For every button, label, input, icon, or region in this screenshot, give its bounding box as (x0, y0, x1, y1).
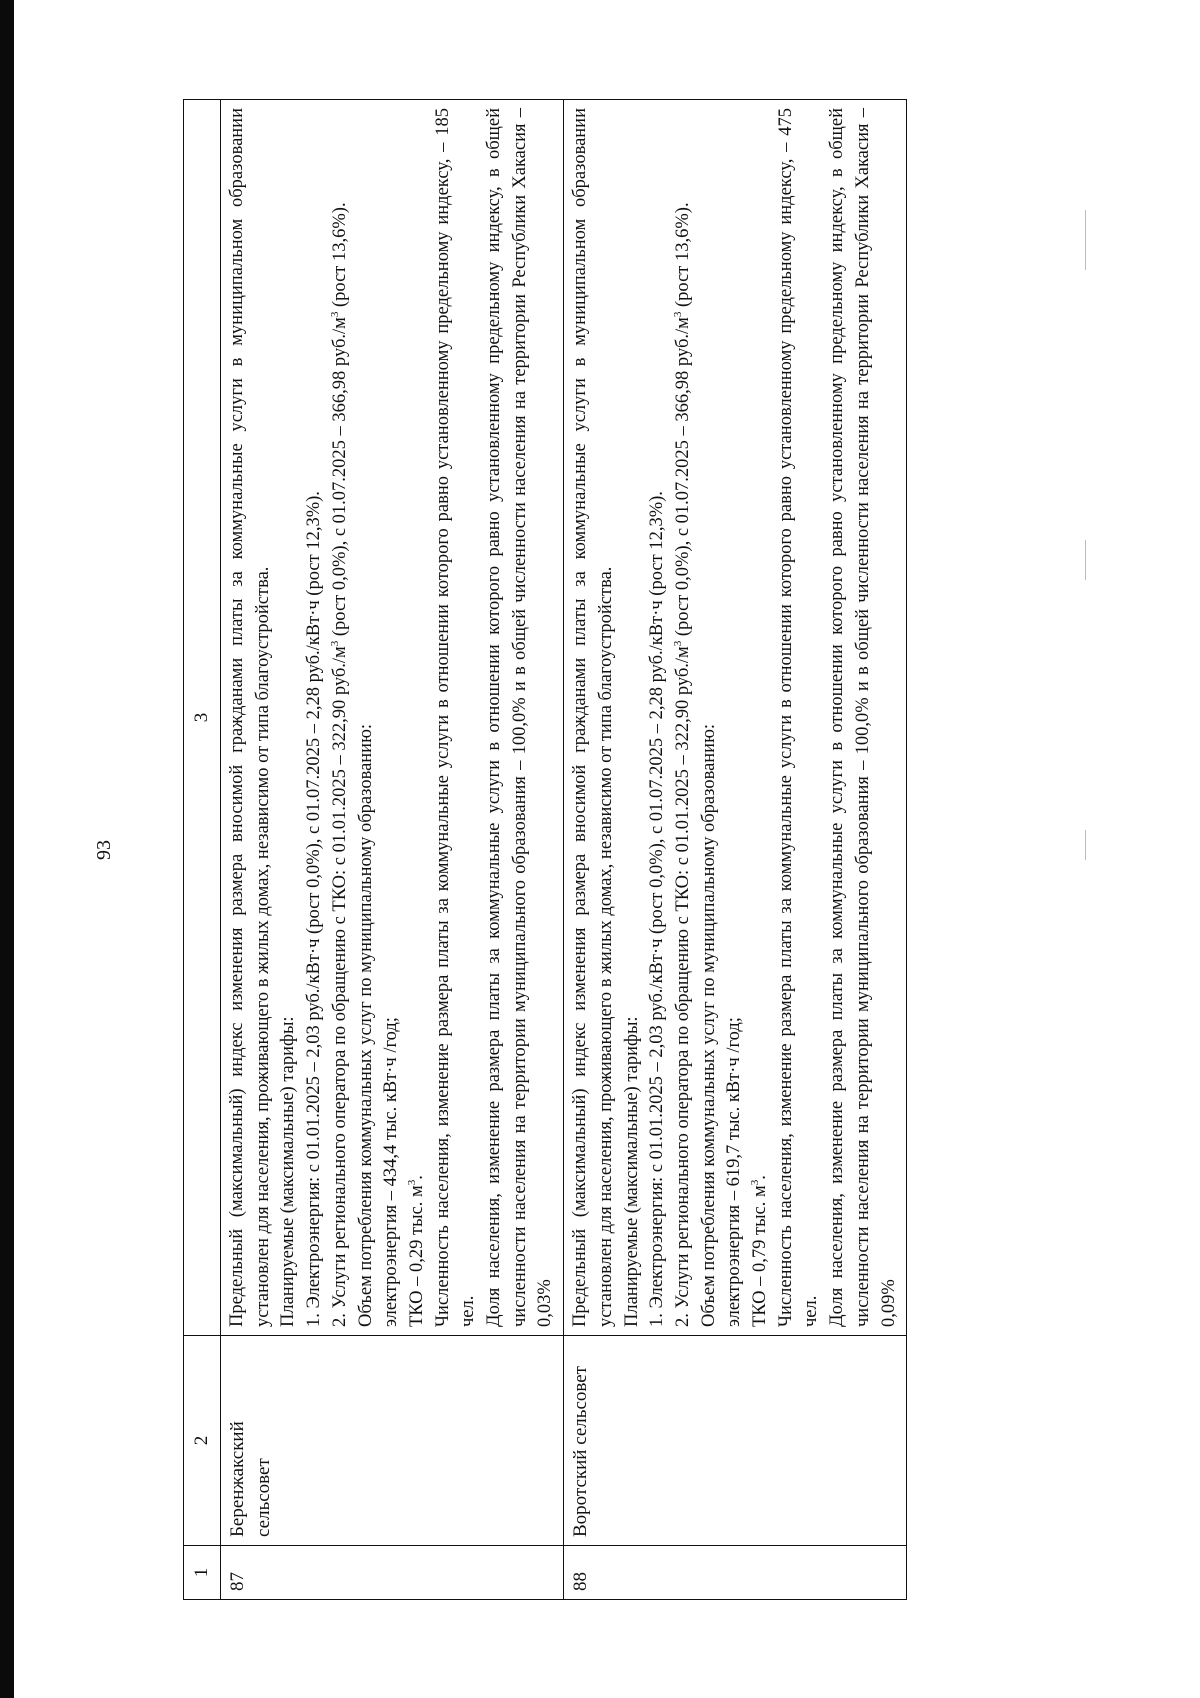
header-col-3: 3 (184, 100, 221, 1336)
volume-tko: ТКО – 0,79 тыс. $м^3$. (748, 1175, 771, 1327)
tariff-electricity: 1. Электроэнергия: с 01.01.2025 – 2,03 руб./кВт·ч (рост 0,0%), с 01.07.2025 – 2,28 руб./кВт·ч (рост 12,3%). (647, 491, 668, 1327)
population-text: Численность населения, изменение размера платы за коммунальные услуги в отношении которого равно установленному предельному индексу, – 185 чел. (432, 108, 479, 1327)
table-header-row (184, 100, 221, 1600)
row-details (221, 100, 564, 1336)
header-col-1: 1 (184, 1546, 221, 1600)
row-details (564, 100, 907, 1336)
share-text: Доля населения, изменение размера платы за коммунальные услуги в отношении которого равно установленному предельному индексу, в общей численности населения на территории муниципального образования – 100,0% и в общей численности населения на территории Республики Хакасия – 0,03% (484, 108, 556, 1327)
municipality-name: Беренжакский сельсовет (221, 1336, 564, 1546)
volume-tko: ТКО – 0,29 тыс. $м^3$. (405, 1175, 427, 1327)
volume-title: Объем потребления коммунальных услуг по муниципальному образованию: (355, 723, 376, 1327)
tariff-tko: 2. Услуги регионального оператора по обращению с ТКО: с 01.01.2025 – 322,90 $руб./м^3$ (рост 0,0%), с 01.07.2025 – 366,98 $руб./м^3$ (рост 13,6%). (328, 202, 350, 1327)
table-row (221, 100, 564, 1600)
scan-artifact (1085, 210, 1086, 270)
scan-artifact (1085, 830, 1086, 860)
tariff-tko: 2. Услуги регионального оператора по обращению с ТКО: с 01.01.2025 – 322,90 $руб./м^3$ (рост 0,0%), с 01.07.2025 – 366,98 $руб./м^3$ (рост 13,6%). (671, 202, 693, 1327)
table-row (564, 100, 907, 1600)
header-col-2: 2 (184, 1336, 221, 1546)
rotated-page-content (93, 100, 1076, 1600)
volume-title: Объем потребления коммунальных услуг по муниципальному образованию: (698, 723, 719, 1327)
share-text: Доля населения, изменение размера платы за коммунальные услуги в отношении которого равно установленному предельному индексу, в общей численности населения на территории муниципального образования – 100,0% и в общей численности населения на территории Республики Хакасия – 0,09% (827, 108, 899, 1327)
tariff-electricity: 1. Электроэнергия: с 01.01.2025 – 2,03 руб./кВт·ч (рост 0,0%), с 01.07.2025 – 2,28 руб./кВт·ч (рост 12,3%). (304, 491, 325, 1327)
tariff-table (183, 99, 907, 1600)
intro-text: Предельный (максимальный) индекс изменения размера вносимой гражданами платы за коммунальные услуги в муниципальном образовании установлен для населения, проживающего в жилых домах, независимо от типа благоустройства. (227, 108, 273, 1327)
scan-artifact (1085, 540, 1086, 580)
municipality-name: Воротский сельсовет (564, 1336, 907, 1546)
scanner-edge (0, 0, 14, 1698)
row-number: 88 (564, 1546, 907, 1600)
volume-electricity: электроэнергия – 619,7 тыс. кВт·ч /год; (724, 1017, 745, 1327)
intro-text: Предельный (максимальный) индекс изменения размера вносимой гражданами платы за коммунальные услуги в муниципальном образовании установлен для населения, проживающего в жилых домах, независимо от типа благоустройства. (570, 108, 616, 1327)
tariffs-title: Планируемые (максимальные) тарифы: (278, 1016, 299, 1327)
volume-electricity: электроэнергия – 434,4 тыс. кВт·ч /год; (381, 1017, 402, 1327)
row-number: 87 (221, 1546, 564, 1600)
population-text: Численность населения, изменение размера платы за коммунальные услуги в отношении которого равно установленному предельному индексу, – 475 чел. (775, 108, 822, 1327)
tariffs-title: Планируемые (максимальные) тарифы: (621, 1016, 642, 1327)
page-number: 93 (93, 840, 115, 860)
